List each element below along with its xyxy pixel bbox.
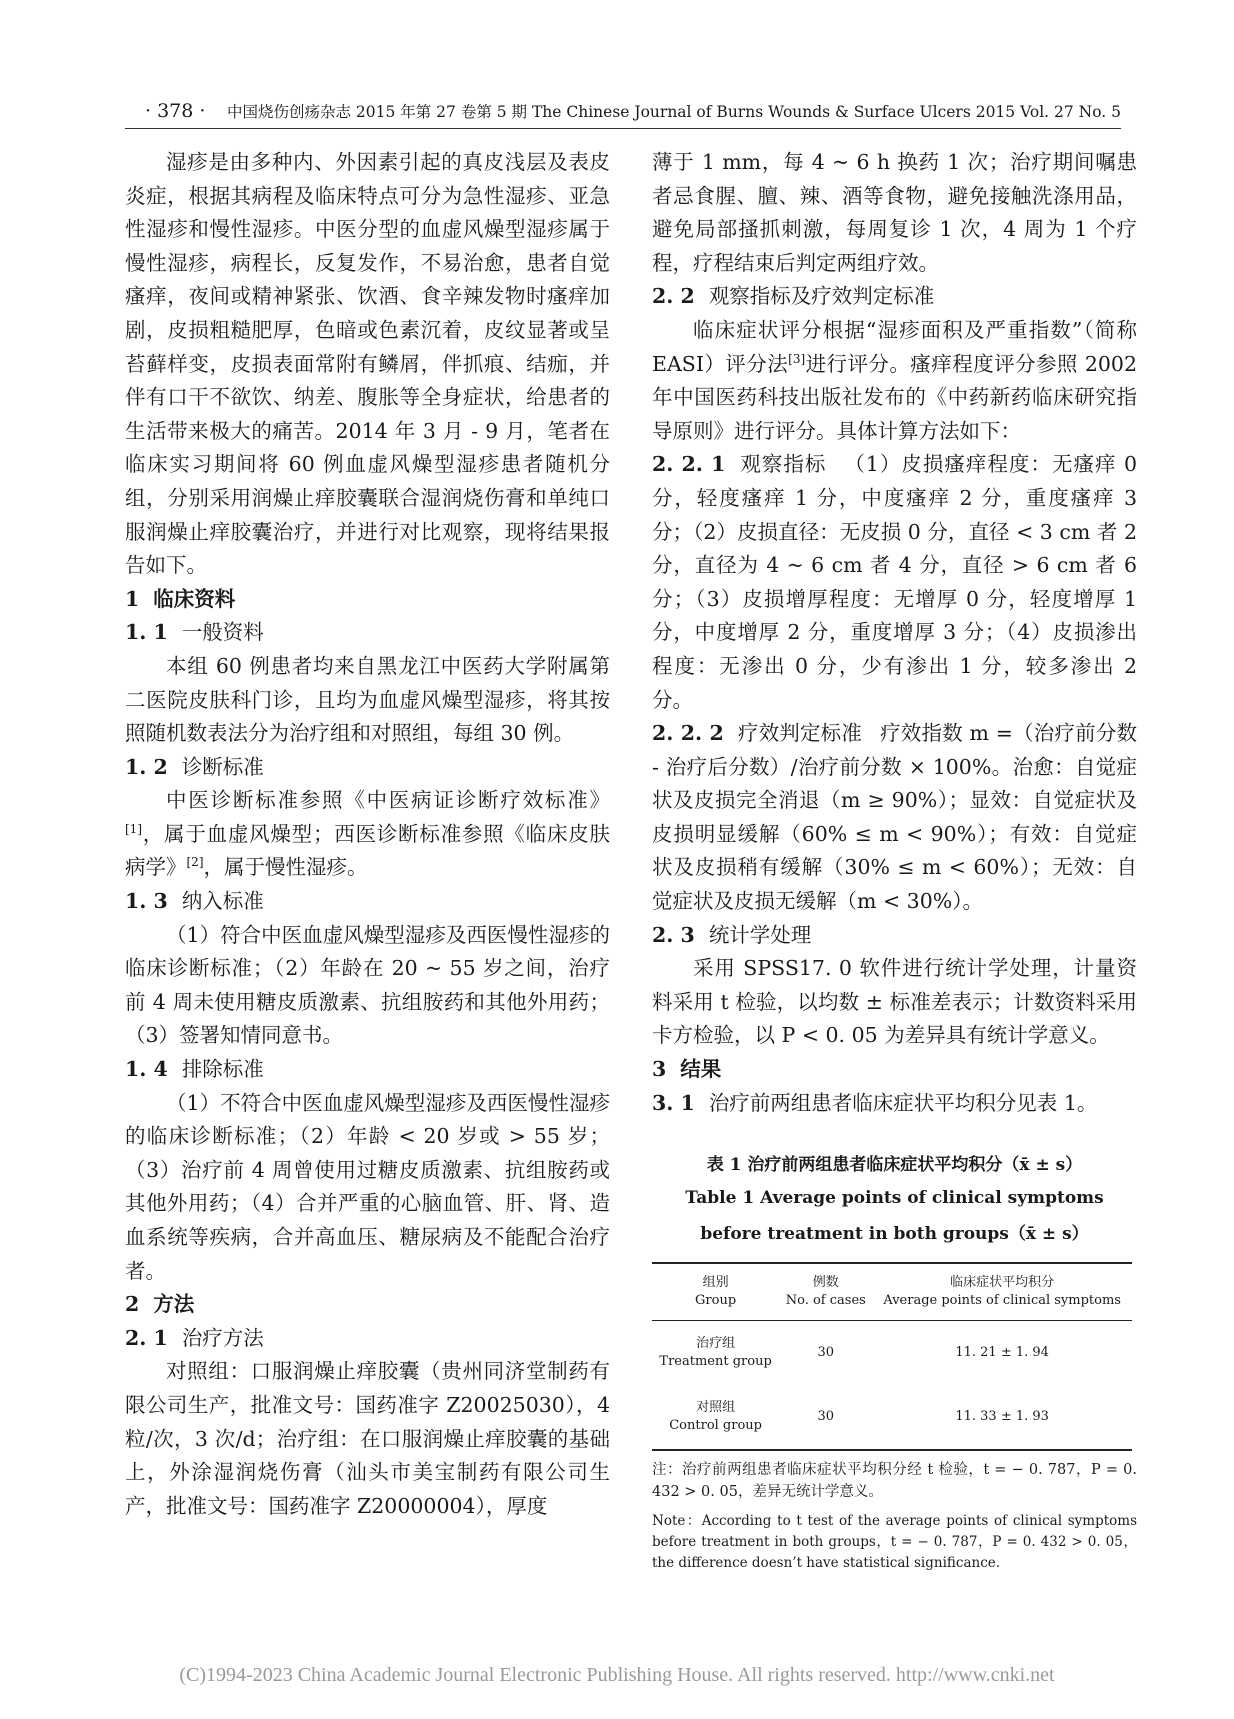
section-1-3-heading: 1. 3 纳入标准 — [125, 889, 264, 914]
section-1-heading: 1 临床资料 — [125, 586, 236, 611]
section-1-2-heading: 1. 2 诊断标准 — [125, 754, 264, 779]
section-1-1-text: 本组 60 例患者均来自黑龙江中医药大学附属第二医院皮肤科门诊，且均为血虚风燥型湿疹，将其按照随机数表法分为治疗组和对照组，每组 30 例。 — [125, 653, 610, 746]
table-caption-en: Table 1 Average points of clinical symptoms — [685, 1188, 1104, 1209]
cases-cell: 30 — [817, 1409, 835, 1425]
points-cell: 11. 21 ± 1. 94 — [955, 1345, 1049, 1361]
section-2-heading: 2 方法 — [125, 1292, 195, 1317]
left-column — [125, 146, 610, 1523]
data-table — [652, 1262, 1132, 1451]
table-header-row — [652, 1263, 1132, 1321]
group-cell: 对照组 Control group — [669, 1400, 762, 1434]
section-2-2-heading: 2. 2 观察指标及疗效判定标准 — [652, 284, 935, 309]
section-1-4-heading: 1. 4 排除标准 — [125, 1057, 264, 1082]
table-row — [652, 1321, 1132, 1386]
section-2-1-text: 对照组：口服润燥止痒胶囊（贵州同济堂制药有限公司生产，批准文号：国药准字 Z20025030），4 粒/次，3 次/d；治疗组：在口服润燥止痒胶囊的基础上，外涂湿润烧伤膏（汕头市美宝制药有限公司生产，批准文号：国药准字 Z20000004），厚度 — [125, 1359, 610, 1518]
citation-ref: [2] — [186, 855, 204, 870]
section-1-4-text: （1）不符合中医血虚风燥型湿疹及西医慢性湿疹的临床诊断标准；（2）年龄 < 20 岁或 > 55 岁；（3）治疗前 4 周曾使用过糖皮质激素、抗组胺药或其他外用药；（4）合并严重的心脑血管、肝、肾、造血系统等疾病，合并高血压、糖尿病及不能配合治疗者。 — [125, 1090, 610, 1283]
table-caption-cn: 表 1 治疗前两组患者临床症状平均积分（x̄ ± s） — [706, 1155, 1083, 1176]
section-3-1-paragraph: 3. 1 治疗前两组患者临床症状平均积分见表 1。 — [652, 1090, 1098, 1115]
section-1-2-text: 中医诊断标准参照《中医病证诊断疗效标准》[1]，属于血虚风燥型；西医诊断标准参照《临床皮肤病学》[2]，属于慢性湿疹。 — [125, 788, 610, 880]
column-header-group: 组别 Group — [695, 1275, 737, 1309]
running-header — [125, 100, 1121, 136]
section-2-2-1-paragraph: 2. 2. 1 观察指标 （1）皮损瘙痒程度：无瘙痒 0 分，轻度瘙痒 1 分，中度瘙痒 2 分，重度瘙痒 3 分；（2）皮损直径：无皮损 0 分，直径 < 3 cm 者 2 分，直径为 4 ~ 6 cm 者 4 分，直径 > 6 cm 者 6 分；（3）皮损增厚程度：无增厚 0 分，轻度增厚 1 分，中度增厚 2 分，重度增厚 3 分；（4）皮损渗出程度：无渗出 0 分，少有渗出 1 分，较多渗出 2 分。 — [652, 452, 1138, 712]
column-header-points: 临床症状平均积分 Average points of clinical symptoms — [883, 1275, 1121, 1309]
citation-ref: [1] — [125, 822, 142, 837]
right-column — [652, 146, 1137, 1574]
table-note-cn: 注：治疗前两组患者临床症状平均积分经 t 检验，t = − 0. 787，P = 0. 432 > 0. 05，差异无统计学意义。 — [652, 1462, 1137, 1501]
section-3-heading: 3 结果 — [652, 1057, 722, 1082]
section-2-2-text: 临床症状评分根据“湿疹面积及严重指数”（简称 EASI）评分法[3]进行评分。瘙痒程度评分参照 2002 年中国医药科技出版社发布的《中药新药临床研究指导原则》进行评分。具体计算方法如下： — [652, 317, 1137, 443]
column-header-cases: 例数 No. of cases — [785, 1275, 866, 1309]
section-2-1-heading: 2. 1 治疗方法 — [125, 1325, 264, 1350]
section-1-3-text: （1）符合中医血虚风燥型湿疹及西医慢性湿疹的临床诊断标准；（2）年龄在 20 ~ 55 岁之间，治疗前 4 周未使用糖皮质激素、抗组胺药和其他外用药；（3）签署知情同意书。 — [125, 922, 610, 1048]
group-cell: 治疗组 Treatment group — [659, 1336, 772, 1370]
journal-title: 中国烧伤创疡杂志 2015 年第 27 卷第 5 期 The Chinese Journal of Burns Wounds & Surface Ulcers 2015 Vol. 27 No. 5 — [226, 103, 1121, 121]
section-2-2-2-paragraph: 2. 2. 2 疗效判定标准 疗效指数 m =（治疗前分数 - 治疗后分数）/治疗前分数 × 100%。治愈：自觉症状及皮损完全消退（m ≥ 90%）；显效：自觉症状及皮损明显缓解（60% ≤ m < 90%）；有效：自觉症状及皮损稍有缓解（30% ≤ m < 60%）；无效：自觉症状及皮损无缓解（m < 30%）。 — [652, 721, 1138, 914]
section-2-1-continued: 薄于 1 mm，每 4 ~ 6 h 换药 1 次；治疗期间嘱患者忌食腥、膻、辣、酒等食物，避免接触洗涤用品，避免局部搔抓刺激，每周复诊 1 次，4 周为 1 个疗程，疗程结束后判定两组疗效。 — [652, 150, 1137, 275]
intro-paragraph: 湿疹是由多种内、外因素引起的真皮浅层及表皮炎症，根据其病程及临床特点可分为急性湿疹、亚急性湿疹和慢性湿疹。中医分型的血虚风燥型湿疹属于慢性湿疹，病程长，反复发作，不易治愈，患者自觉瘙痒，夜间或精神紧张、饮酒、食辛辣发物时瘙痒加剧，皮损粗糙肥厚，色暗或色素沉着，皮纹显著或呈苔藓样变，皮损表面常附有鳞屑，伴抓痕、结痂，并伴有口干不欲饮、纳差、腹胀等全身症状，给患者的生活带来极大的痛苦。2014 年 3 月 - 9 月，笔者在临床实习期间将 60 例血虚风燥型湿疹患者随机分组，分别采用润燥止痒胶囊联合湿润烧伤膏和单纯口服润燥止痒胶囊治疗，并进行对比观察，现将结果报告如下。 — [125, 150, 610, 578]
cases-cell: 30 — [817, 1345, 835, 1361]
table-caption-en: before treatment in both groups（x̄ ± s） — [700, 1224, 1089, 1245]
table-row — [652, 1385, 1132, 1450]
citation-ref: [3] — [788, 351, 806, 366]
table-note-en: Note：According to t test of the average points of clinical symptoms before treatment in both groups，t = − 0. 787，P = 0. 432 > 0. 05，the difference doesn’t have statistical significance. — [652, 1513, 1137, 1572]
table-1 — [652, 1150, 1137, 1574]
points-cell: 11. 33 ± 1. 93 — [955, 1409, 1049, 1425]
section-1-1-heading: 1. 1 一般资料 — [125, 620, 264, 645]
header-rule — [125, 128, 1121, 129]
copyright-footer: (C)1994-2023 China Academic Journal Electronic Publishing House. All rights reserved. http://www.cnki.net — [179, 1664, 1055, 1686]
section-2-3-heading: 2. 3 统计学处理 — [652, 922, 812, 947]
section-2-3-text: 采用 SPSS17. 0 软件进行统计学处理，计量资料采用 t 检验，以均数 ± 标准差表示；计数资料采用卡方检验，以 P < 0. 05 为差异具有统计学意义。 — [652, 956, 1137, 1048]
page-number: · 378 · — [145, 100, 206, 122]
